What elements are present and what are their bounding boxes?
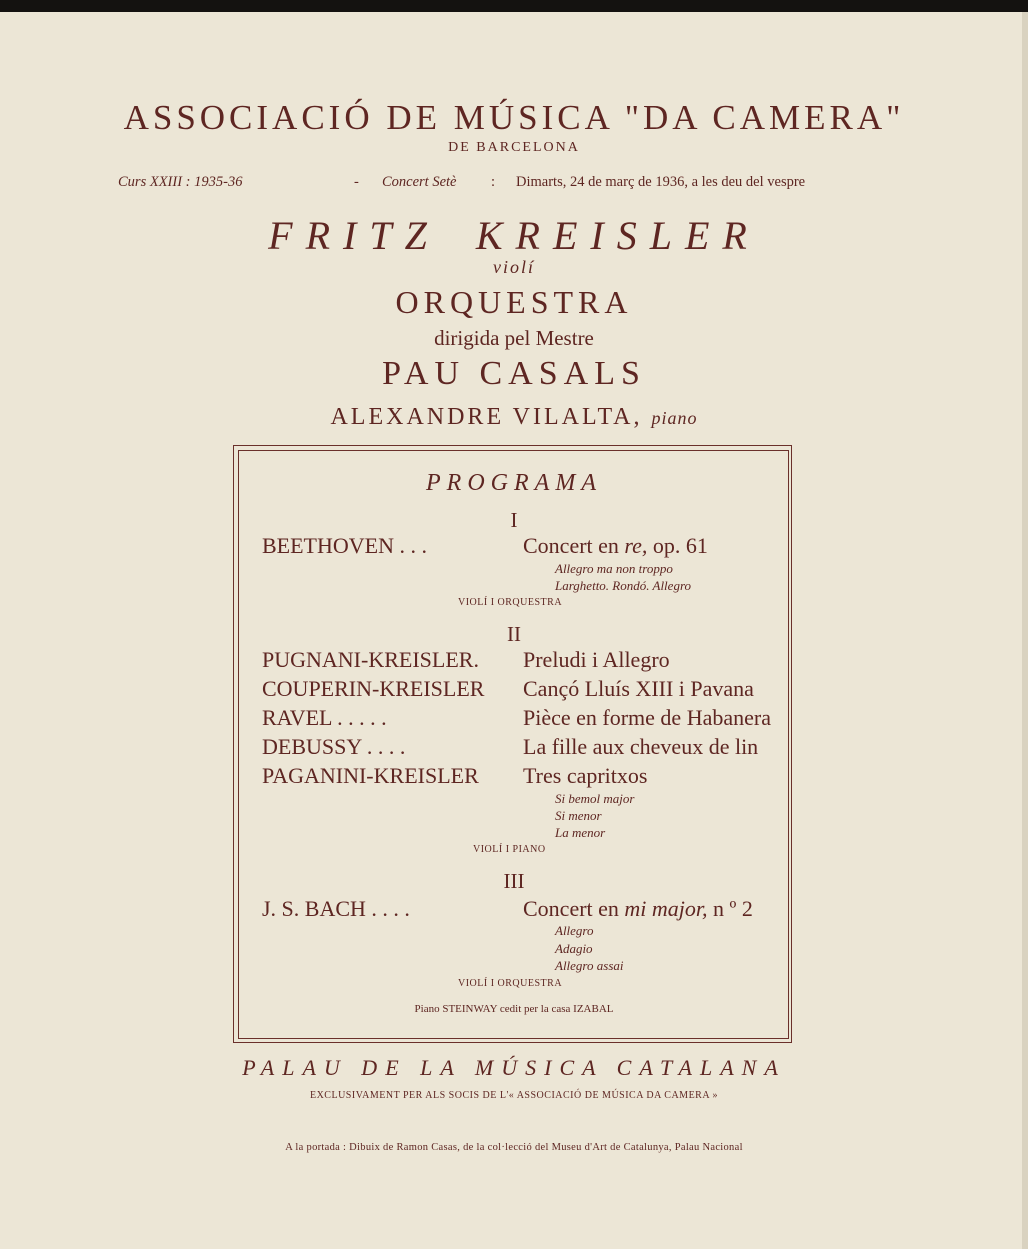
piano-credit: Piano STEINWAY cedit per la casa IZABAL — [414, 1003, 614, 1015]
movement: Larghetto. Rondó. Allegro — [555, 578, 692, 593]
members-note: EXCLUSIVAMENT PER ALS SOCIS DE L'« ASSOCIACIÓ DE MÚSICA DA CAMERA » — [309, 1090, 719, 1101]
work-prefix: Concert en — [523, 896, 619, 921]
cover-credit: A la portada : Dibuix de Ramon Casas, de la col·lecció del Museu d'Art de Catalunya, Palau Nacional — [285, 1142, 743, 1153]
work-title: Tres capritxos — [523, 763, 648, 788]
composer: PUGNANI-KREISLER. — [262, 647, 479, 672]
top-border — [0, 0, 1028, 12]
program-row — [262, 896, 782, 926]
composer: PAGANINI-KREISLER — [262, 763, 479, 788]
work-suffix: n º 2 — [713, 896, 753, 921]
work-title: Cançó Lluís XIII i Pavana — [523, 676, 754, 701]
pianist-name: ALEXANDRE VILALTA, — [330, 404, 643, 430]
scoring-note: VIOLÍ I ORQUESTRA — [458, 978, 563, 989]
composer: BEETHOVEN . . . — [262, 533, 427, 558]
program-row — [262, 734, 782, 764]
movement: La menor — [555, 825, 606, 840]
orchestra-label: ORQUESTRA — [395, 284, 633, 320]
movement: Allegro assai — [555, 958, 624, 973]
conductor-name: PAU CASALS — [382, 355, 646, 392]
soloist-first-name: FRITZ — [268, 213, 440, 258]
movement: Allegro — [555, 923, 594, 938]
composer: J. S. BACH . . . . — [262, 896, 410, 921]
work-key: re, — [624, 533, 648, 558]
movement: Si menor — [555, 808, 602, 823]
work-title — [523, 533, 708, 559]
work-suffix: op. 61 — [652, 533, 708, 558]
course-label: Curs XXIII : 1935-36 — [118, 174, 243, 190]
work-title: Preludi i Allegro — [523, 647, 670, 672]
pianist-instrument: piano — [651, 408, 698, 428]
program-row — [262, 676, 782, 706]
directed-by-label: dirigida pel Mestre — [434, 326, 594, 350]
program-row — [262, 705, 782, 735]
program-row — [262, 763, 782, 793]
work-title — [523, 896, 753, 922]
soloist-name — [0, 212, 1028, 259]
composer: COUPERIN-KREISLER — [262, 676, 485, 701]
program-row — [262, 533, 782, 563]
program-title: PROGRAMA — [426, 470, 602, 496]
movement: Adagio — [555, 941, 593, 956]
pianist-line — [0, 404, 1028, 431]
concert-number: Concert Setè — [382, 174, 457, 190]
part-numeral: I — [510, 508, 518, 532]
association-title: ASSOCIACIÓ DE MÚSICA "DA CAMERA" — [123, 98, 905, 137]
separator: - — [354, 174, 359, 190]
movement: Si bemol major — [555, 791, 635, 806]
composer: RAVEL . . . . . — [262, 705, 387, 730]
venue-name: PALAU DE LA MÚSICA CATALANA — [242, 1055, 786, 1080]
work-title: Pièce en forme de Habanera — [523, 705, 771, 730]
composer: DEBUSSY . . . . — [262, 734, 406, 759]
movement: Allegro ma non troppo — [555, 561, 673, 576]
scoring-note: VIOLÍ I ORQUESTRA — [458, 597, 563, 608]
work-title: La fille aux cheveux de lin — [523, 734, 759, 759]
soloist-instrument: violí — [493, 257, 535, 277]
scoring-note: VIOLÍ I PIANO — [473, 844, 546, 855]
part-numeral: III — [503, 869, 525, 893]
association-city: DE BARCELONA — [448, 140, 580, 155]
part-numeral: II — [507, 622, 521, 646]
separator: : — [491, 174, 496, 190]
work-prefix: Concert en — [523, 533, 619, 558]
program-row — [262, 647, 782, 677]
soloist-last-name: KREISLER — [475, 213, 760, 258]
work-key: mi major, — [624, 896, 708, 921]
concert-date: Dimarts, 24 de març de 1936, a les deu del vespre — [516, 174, 806, 190]
